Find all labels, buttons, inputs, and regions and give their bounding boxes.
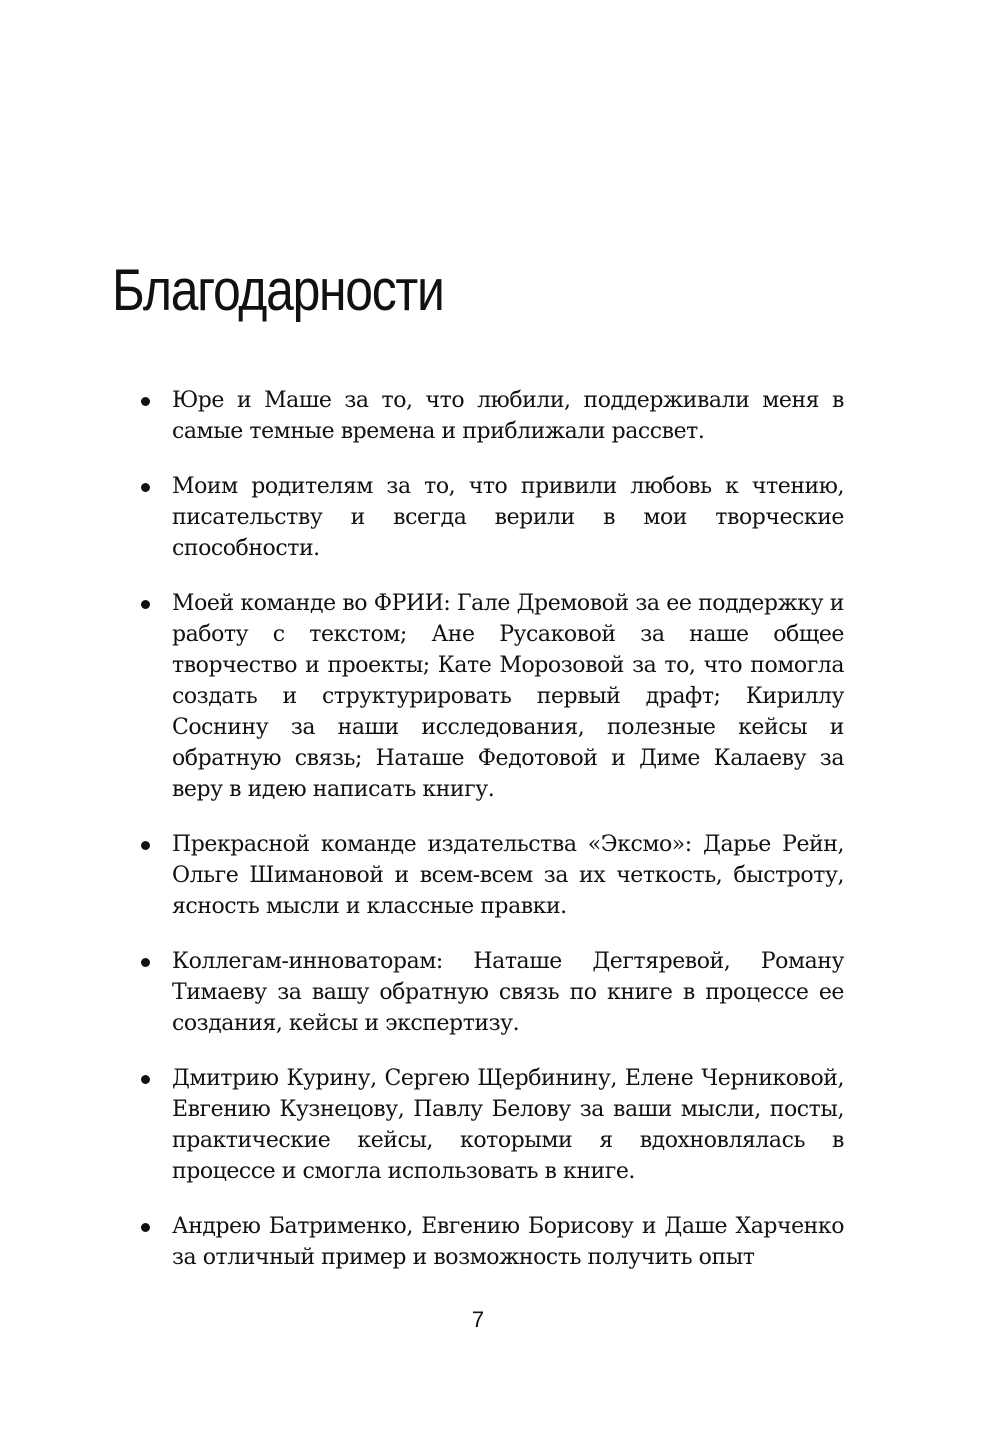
list-item	[172, 1211, 844, 1273]
list-item	[172, 946, 844, 1039]
list-item-text: Андрею Батрименко, Евгению Борисову и Даше Харченко за отличный пример и возможность получить опыт	[172, 1214, 844, 1270]
list-item-text: Дмитрию Курину, Сергею Щербинину, Елене Черниковой, Евгению Кузнецову, Павлу Белову за ваши мысли, посты, практические кейсы, которыми я вдохновлялась в процессе и смогла использовать в книге.	[172, 1066, 844, 1184]
page-number: 7	[471, 1307, 485, 1332]
bullet-icon	[141, 958, 150, 967]
list-item-text: Моей команде во ФРИИ: Гале Дремовой за ее поддержку и работу с текстом; Ане Русаковой за наше общее творчество и проекты; Кате Морозовой за то, что помогла создать и структурировать первый драфт; Кириллу Соснину за наши исследования, полезные кейсы и обратную связь; Наташе Федотовой и Диме Калаеву за веру в идею написать книгу.	[172, 591, 844, 802]
list-item	[172, 385, 844, 447]
list-item	[172, 471, 844, 564]
bullet-icon	[141, 841, 150, 850]
list-item	[172, 1063, 844, 1187]
list-item-text: Моим родителям за то, что привили любовь к чтению, писательству и всегда верили в мои творческие способности.	[172, 474, 844, 561]
page-title: Благодарности	[112, 258, 444, 323]
list-item-text: Коллегам-инноваторам: Наташе Дегтяревой, Роману Тимаеву за вашу обратную связь по книге в процессе ее создания, кейсы и экспертизу.	[172, 949, 844, 1036]
acknowledgements-list	[172, 385, 844, 1297]
bullet-icon	[141, 1223, 150, 1232]
list-item-text: Прекрасной команде издательства «Эксмо»: Дарье Рейн, Ольге Шимановой и всем-всем за их четкость, быстроту, ясность мысли и классные правки.	[172, 832, 844, 919]
list-item	[172, 588, 844, 805]
bullet-icon	[141, 1075, 150, 1084]
bullet-icon	[141, 600, 150, 609]
list-item-text: Юре и Маше за то, что любили, поддерживали меня в самые темные времена и приближали рассвет.	[172, 388, 844, 444]
list-item	[172, 829, 844, 922]
bullet-icon	[141, 397, 150, 406]
bullet-icon	[141, 483, 150, 492]
